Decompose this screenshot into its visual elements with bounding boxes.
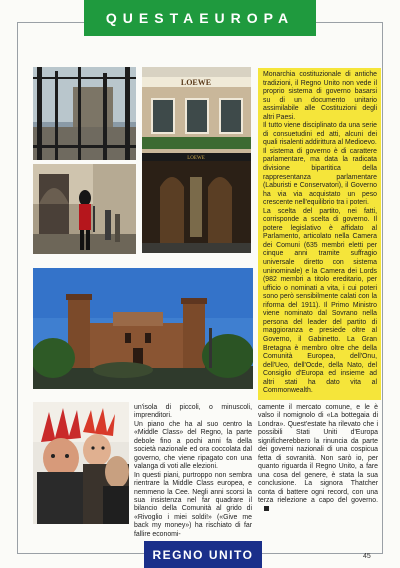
footer-title: REGNO UNITO [152,547,254,562]
photo-iron-gates [33,67,136,160]
photo-royal-guard [33,164,136,254]
pub-sign-lower: LOEWE [187,156,205,161]
sidebar-paragraph: Monarchia costituzionale di antiche tradizioni, il Regno Unito non vede il proprio sistema di governo basarsi su di un documento unitario assimilabile alle Costituzioni degli altri Paesi. [263,71,377,121]
header-banner [84,0,316,36]
article-paragraph [258,404,378,514]
sidebar-paragraph: Il sistema di governo è di carattere parlamentare, ma data la radicata divisione bipartitica della rappresentanza parlamentare (Laburisti e Conservatori), il Governo ha via via acquistato un peso crescente nell'equilibrio tra i poteri. [263,147,377,207]
footer-banner [144,541,262,568]
sidebar-paragraph: Il tutto viene disciplinato da una serie di consuetudini ed atti, alcuni dei quali risalenti addirittura al Medioevo. [263,122,377,147]
photo-pub-facade [142,67,251,253]
photo-punks [33,402,129,524]
pub-sign: LOEWE [180,78,212,87]
article-paragraph: un'isola di piccoli, o minuscoli, imprenditori. [134,404,252,420]
header-title: QUESTAEUROPA [105,10,295,26]
article-column-middle [134,404,252,539]
article-paragraph: In questi piani, purtroppo non sembra rientrare la Middle Class europea, e nemmeno la Cee. Negli anni scorsi la sua insistenza nel far quadrare il bilancio della Comunità al grido di «Rivoglio i miei soldi!» («Give me back my money») ha rischiato di far fallire economi- [134,471,252,538]
sidebar-paragraph: La scelta del partito, nei fatti, corrisponde a scelta di governo. Il potere legislativo è affidato al Parlamento, articolato nella Camera dei Comuni (635 membri eletti per cinque anni tramite suffragio universale diretto con sistema uninominale) e la Camera dei Lords (982 membri a titolo ereditario, per ufficio o nominati a vita, i cui poteri sono però sensibilmente calati con la riforma del 1911). Il Primo Ministro viene nominato dal Sovrano nella persona del leader del partito di maggioranza e presiede oltre al Governo, il Gabinetto. La Gran Bretagna è membro oltre che della Comunità Europea, dell'Onu, dell'Ueo, dell'Ocde, della Nato, del Consiglio d'Europa ed insieme ad altri stati ha dato vita al Commonwealth. [263,207,377,395]
article-column-right [258,404,378,514]
end-of-article-square-icon [264,506,269,511]
page-number: 45 [363,553,371,560]
article-paragraph-text: camente il mercato comune, e le è valso il nomignolo di «La bottegaia di Londra». Quest'estate ha rilevato che i possibili Stati Uniti d'Europa significherebbero la rinuncia da parte dei governi nazionali di una cospicua fetta di sovranità. Non sarò io, per quanto riguarda il Regno Unito, a fare una cosa del genere, è stata la sua conclusione. La signora Thatcher conta di battere ogni record, con una terza rielezione a capo del governo. [258,404,378,504]
article-paragraph: Un piano che ha al suo centro la «Middle Class» del Regno, la parte debole fino a pochi anni fa della società nazionale ed ora coccolata dal governo, che viene ripagato con una valanga di voti alle elezioni. [134,420,252,471]
sidebar-box [258,68,381,400]
photo-castle [33,268,253,389]
